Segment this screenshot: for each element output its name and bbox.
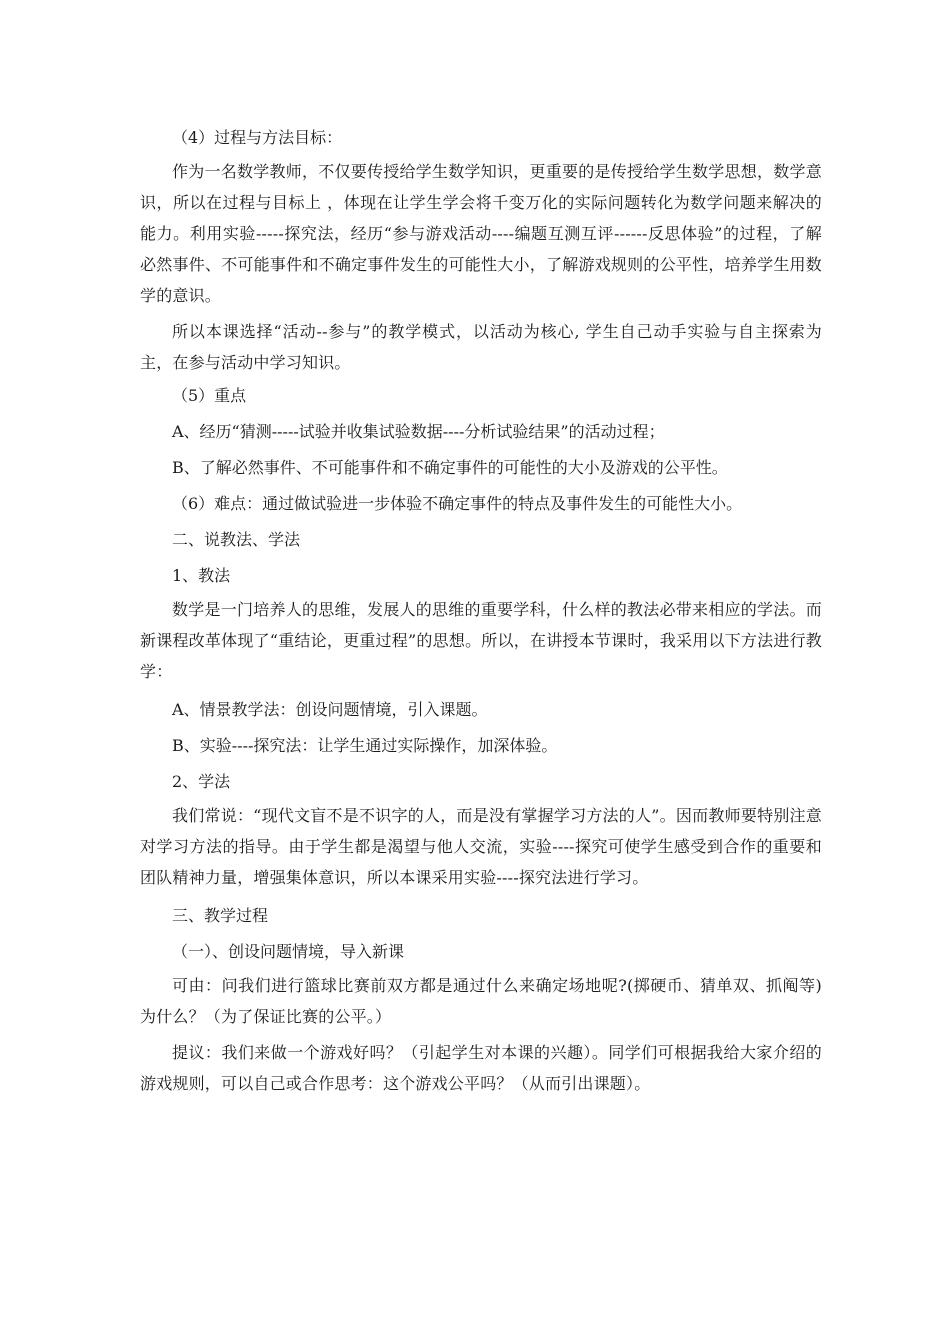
paragraph-question: 可由：问我们进行篮球比赛前双方都是通过什么来确定场地呢?(掷硬币、猜单双、抓阄等)为什么？（为了保证比赛的公平。） xyxy=(140,976,822,1026)
paragraph-proposal: 提议：我们来做一个游戏好吗？（引起学生对本课的兴趣）。同学们可根据我给大家介绍的游戏规则，可以自己或合作思考：这个游戏公平吗？（从而引出课题）。 xyxy=(140,1043,822,1093)
key-point-a: A、经历“猜测-----试验并收集试验数据----分析试验结果”的活动过程； xyxy=(172,422,665,441)
section-heading-difficulty: （6）难点：通过做试验进一步体验不确定事件的特点及事件发生的可能性大小。 xyxy=(172,494,743,513)
subheading-learning-method: 2、学法 xyxy=(172,772,231,791)
key-point-b: B、了解必然事件、不可能事件和不确定事件的可能性的大小及游戏的公平性。 xyxy=(172,458,728,477)
section-heading-key-points: （5）重点 xyxy=(172,386,247,405)
section-heading-process-method: （4）过程与方法目标： xyxy=(172,128,343,147)
paragraph-teaching-mode: 所以本课选择“活动--参与”的教学模式，以活动为核心, 学生自己动手实验与自主探索为主，在参与活动中学习知识。 xyxy=(140,322,822,372)
section-heading-methods: 二、说教法、学法 xyxy=(172,530,301,549)
paragraph-learning-method: 我们常说：“现代文盲不是不识字的人，而是没有掌握学习方法的人”。因而教师要特别注意对学习方法的指导。由于学生都是渴望与他人交流，实验----探究可使学生感受到合作的重要和团队精神力量，增强集体意识，所以本课采用实验----探究法进行学习。 xyxy=(140,806,822,887)
paragraph-teaching-method: 数学是一门培养人的思维，发展人的思维的重要学科，什么样的教法必带来相应的学法。而新课程改革体现了“重结论，更重过程”的思想。所以，在讲授本节课时，我采用以下方法进行教学： xyxy=(140,600,822,681)
subheading-teaching-method: 1、教法 xyxy=(172,566,231,585)
method-item-b: B、实验----探究法：让学生通过实际操作，加深体验。 xyxy=(172,736,558,755)
paragraph-process-method: 作为一名数学教师，不仅要传授给学生数学知识，更重要的是传授给学生数学思想，数学意识，所以在过程与目标上 ，体现在让学生学会将千变万化的实际问题转化为数学问题来解决的能力。利用实验-----探究法，经历“参与游戏活动----编题互测互评------反思体验”的过程，了解必然事件、不可能事件和不确定事件发生的可能性大小，了解游戏规则的公平性，培养学生用数学的意识。 xyxy=(140,162,822,305)
subheading-create-situation: （一）、创设问题情境，导入新课 xyxy=(172,942,405,961)
section-heading-teaching-process: 三、教学过程 xyxy=(172,906,269,925)
document-body xyxy=(140,120,822,1099)
method-item-a: A、情景教学法：创设问题情境，引入课题。 xyxy=(172,700,488,719)
